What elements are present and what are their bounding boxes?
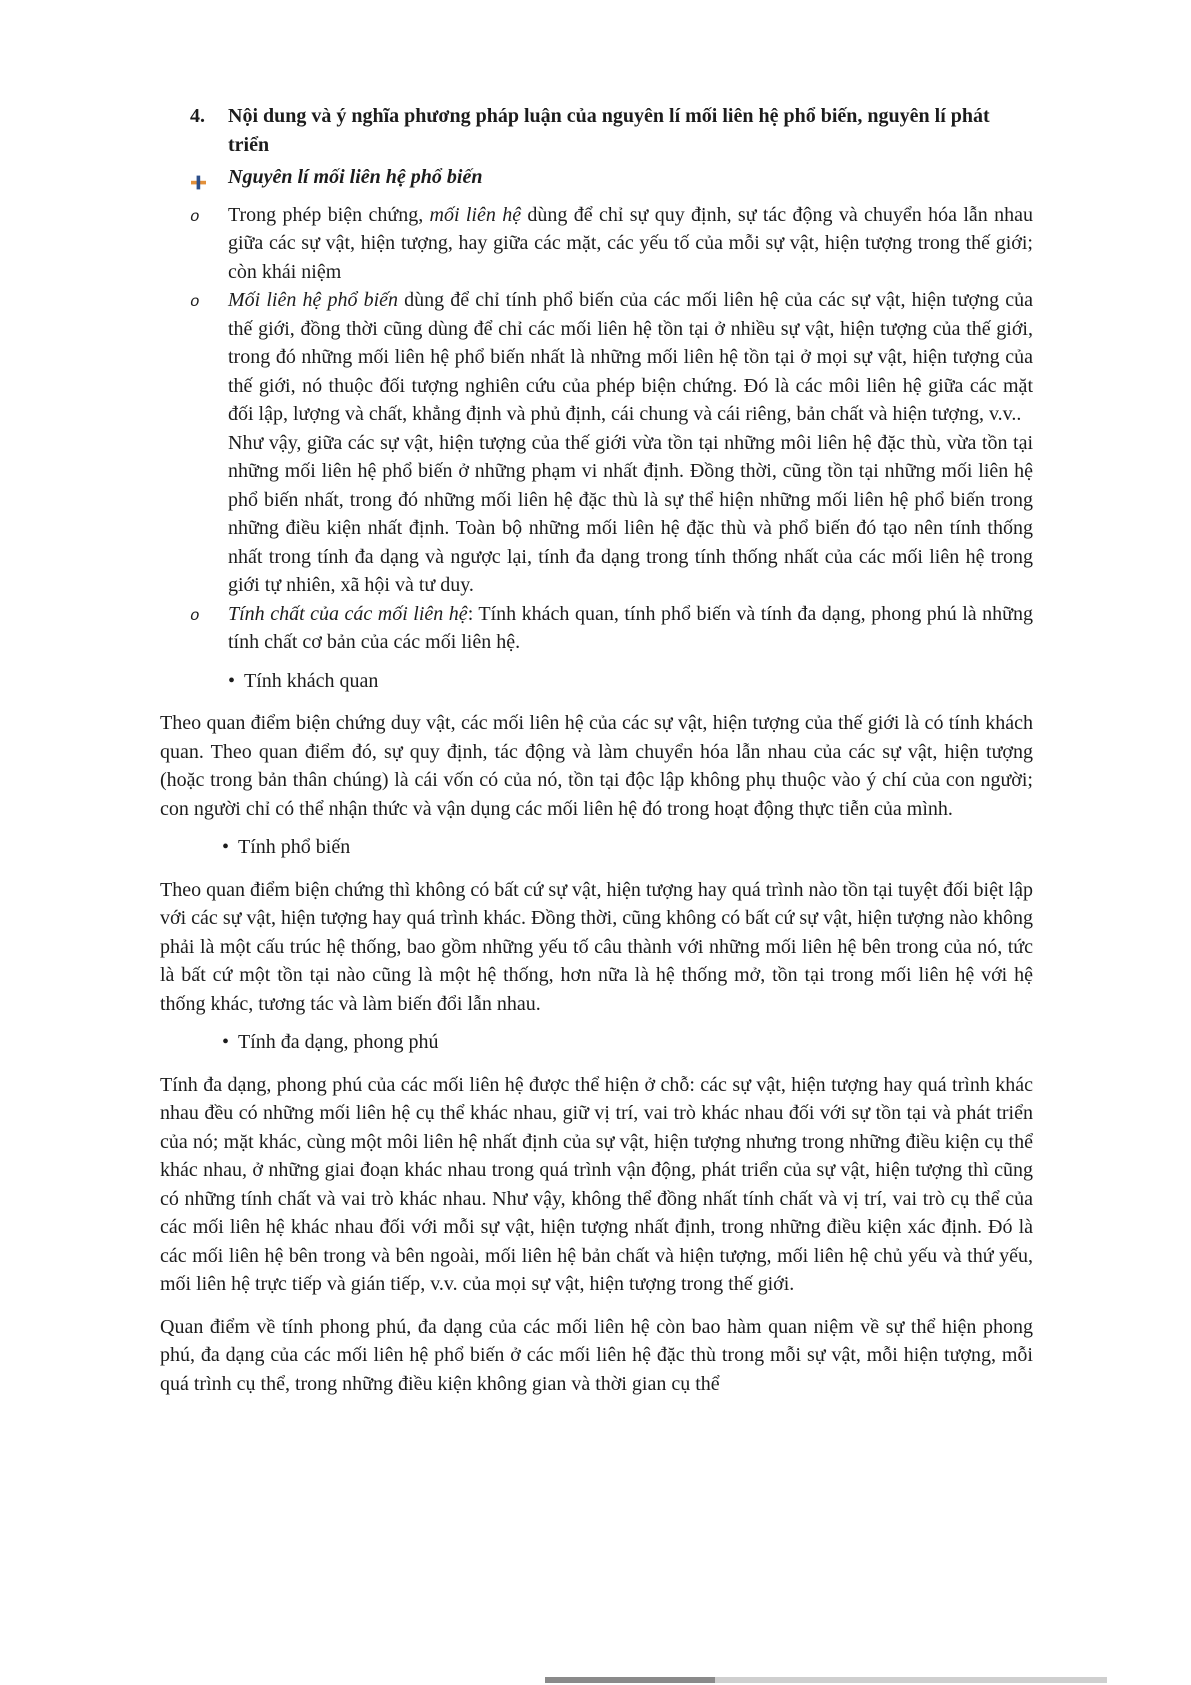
text-run: dùng để chỉ sự quy định, sự tác động và chuyển hóa lẫn nhau giữa các sự vật, hiện tượng, hay giữa các mặt, các yếu tố của mỗi sự vật, hiện tượng trong thế giới; còn khái niệm [228,203,1034,283]
text-run: dùng để chỉ tính phổ biến của các mối liên hệ của các sự vật, hiện tượng của thế giới, đồng thời cũng dùng để chỉ các mối liên hệ tồn tại ở nhiều sự vật, hiện tượng của thế giới, trong đó những mối liên hệ phổ biến nhất là những mối liên hệ tồn tại ở mọi sự vật, hiện tượng của thế giới, nó thuộc đối tượng nghiên cứu của phép biện chứng. Đó là các môi liên hệ giữa các mặt đối lập, lượng và chất, khẳng định và phủ định, cái chung và cái riêng, bản chất và hiện tượng, v.v.. [228,289,1033,425]
heading-text: Nội dung và ý nghĩa phương pháp luận của nguyên lí mối liên hệ phổ biến, nguyên lí phát triển [228,105,990,156]
section-heading [160,102,1033,159]
text-run-italic: Mối liên hệ phổ biến [228,289,405,311]
dot-bullet-icon: • [228,669,236,692]
sub-bullet-pho-bien [222,833,1033,862]
text-run-italic: Tính chất của các mối liên hệ [228,602,468,625]
paragraph-quan-diem: Quan điểm về tính phong phú, đa dạng của các mối liên hệ còn bao hàm quan niệm về sự thể hiện phong phú, đa dạng của các mối liên hệ phổ biến ở các mối liên hệ đặc thù trong mỗi sự vật, mỗi hiện tượng, mỗi quá trình cụ thể, trong những điều kiện không gian và thời gian cụ thể [160,1315,1033,1395]
dot-bullet-icon: • [222,836,230,858]
list-item-text [228,600,1033,657]
o-bullet-icon: o [190,293,200,311]
paragraph-khach-quan: Theo quan điểm biện chứng duy vật, các mối liên hệ của các sự vật, hiện tượng của thế giới là có tính khách quan. Theo quan điểm đó, sự quy định, tác động và làm chuyển hóa lẫn nhau của các sự vật, hiện tượng (hoặc trong bản thân chúng) là cái vốn có của nó, tồn tại độc lập không phụ thuộc vào ý chí của con người; con người chỉ có thể nhận thức và vận dụng các mối liên hệ đó trong hoạt động thực tiễn của mình. [160,712,1033,820]
sub-bullet-label: Tính khách quan [244,669,379,692]
paragraph-pho-bien: Theo quan điểm biện chứng thì không có bất cứ sự vật, hiện tượng hay quá trình nào tồn tại tuyệt đối biệt lập với các sự vật, hiện tượng hay quá trình khác. Đồng thời, cũng không có bất cứ sự vật, hiện tượng nào không phải là một cấu trúc hệ thống, bao gồm những yếu tố câu thành với những mối liên hệ bên trong của nó, tức là bất cứ một tồn tại nào cũng là một hệ thống, hơn nữa là hệ thống mở, tồn tại trong mối liên hệ với hệ thống khác, tương tác và làm biến đổi lẫn nhau. [160,878,1033,1015]
paragraph-da-dang: Tính đa dạng, phong phú của các mối liên hệ được thể hiện ở chỗ: các sự vật, hiện tượng hay quá trình khác nhau đều có những mối liên hệ cụ thể khác nhau, giữ vị trí, vai trò khác nhau đối với sự tồn tại và phát triển của nó; mặt khác, cùng một môi liên hệ nhất định của sự vật, hiện tượng nhưng trong những điều kiện cụ thể khác nhau, ở những giai đoạn khác nhau trong quá trình vận động, phát triển của sự vật, hiện tượng thì cũng có những tính chất và vai trò khác nhau. Như vậy, không thể đồng nhất tính chất và vị trí, vai trò cụ thể của các mối liên hệ khác nhau đối với mỗi sự vật, hiện tượng nhất định, trong những điều kiện xác định. Đó là các mối liên hệ bên trong và bên ngoài, mối liên hệ bản chất và hiện tượng, mối liên hệ chủ yếu và thứ yếu, mối liên hệ trực tiếp và gián tiếp, v.v. của mọi sự vật, hiện tượng trong thế giới. [160,1073,1033,1295]
o-bullet-icon: o [190,606,200,625]
o-bullet-icon: o [190,207,200,226]
list-item [160,201,1033,287]
heading-number: 4. [190,105,205,127]
text-run-italic: mối liên hệ [429,203,528,226]
sub-bullet-label: Tính phổ biến [238,836,351,858]
subheading-item [160,163,1033,199]
sub-bullet-da-dang [222,1028,1033,1057]
document-content [160,102,1033,1398]
dot-bullet-icon: • [222,1031,230,1053]
subheading-text: Nguyên lí mối liên hệ phổ biến [228,166,483,188]
sub-bullet-label: Tính đa dạng, phong phú [238,1031,439,1053]
scrollbar-thumb[interactable] [545,1677,715,1683]
continuation-paragraph: Như vậy, giữa các sự vật, hiện tượng của thế giới vừa tồn tại những môi liên hệ đặc thù, vừa tồn tại những mối liên hệ phổ biến ở những phạm vi nhất định. Đồng thời, cũng tồn tại những mối liên hệ phổ biến nhất, trong đó những mối liên hệ đặc thù là sự thể hiện những mối liên hệ phổ biến trong những điều kiện nhất định. Toàn bộ những mối liên hệ đặc thù và phổ biến đó tạo nên tính thống nhất trong tính đa dạng và ngược lại, tính đa dạng trong tính thống nhất của các mối liên hệ trong giới tự nhiên, xã hội và tư duy. [228,431,1033,596]
text-run: Trong phép biện chứng, [228,203,430,226]
list-item [160,600,1033,657]
cross-bullet-icon [190,163,228,199]
list-item [160,286,1033,429]
text-run: : Tính khách quan, tính phổ biến và tính đa dạng, phong phú là những tính chất cơ bản của các mối liên hệ. [228,602,1033,653]
sub-bullet-khach-quan [228,667,1033,696]
list-item-text [228,201,1033,287]
horizontal-scrollbar[interactable] [545,1677,1107,1683]
list-item-text [228,286,1033,429]
